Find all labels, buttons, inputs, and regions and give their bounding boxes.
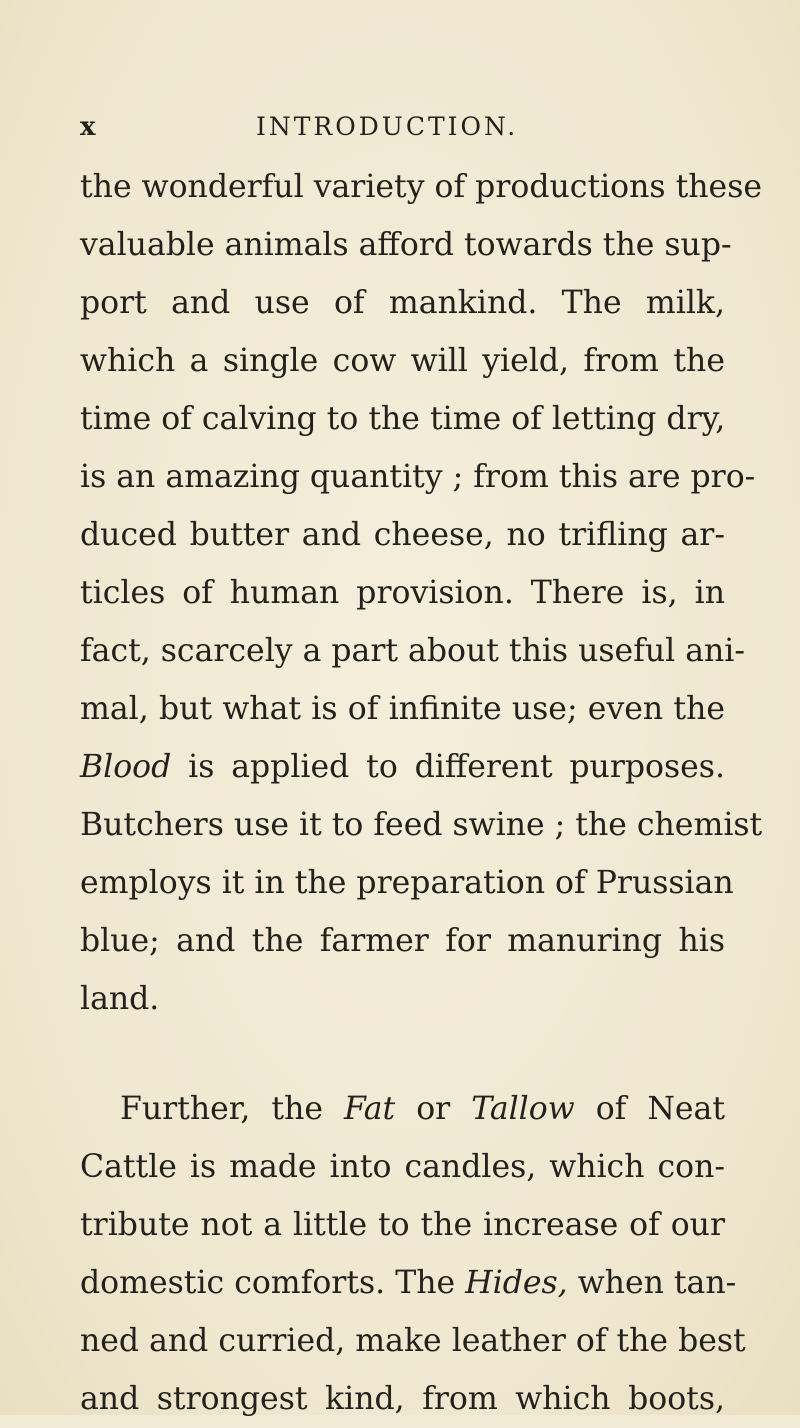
text-line: fact, scarcely a part about this useful ani- [80,633,746,669]
text-span: domestic comforts. The [80,1265,466,1301]
text-line: is an amazing quantity ; from this are pro- [80,459,756,495]
text-span: Further, the [120,1091,345,1127]
italic-word-fat: Fat [344,1091,396,1127]
text-line: Cattle is made into candles, which con- [80,1149,725,1185]
text-line: which a single cow will yield, from the [80,343,725,379]
text-line: time of calving to the time of letting dry, [80,401,726,437]
text-line: mal, but what is of infinite use; even the [80,691,725,727]
running-title: INTRODUCTION. [256,112,519,141]
italic-word-blood: Blood [80,749,172,785]
text-line [80,1080,725,1138]
text-line: tribute not a little to the increase of our [80,1207,725,1243]
text-line: blue; and the farmer for manuring his [80,923,725,959]
text-line: ticles of human provision. There is, in [80,575,725,611]
text-span: is applied to different purposes. [171,749,725,785]
text-line: and strongest kind, from which boots, [80,1381,725,1417]
text-line [80,738,725,796]
text-line: employs it in the preparation of Prussian [80,865,734,901]
paragraph-2 [80,1080,746,1428]
text-line: port and use of mankind. The milk, [80,285,725,321]
paragraph-1 [80,158,763,1028]
text-line: the wonderful variety of productions these [80,169,763,205]
text-span: when tan- [567,1265,737,1301]
text-line: Butchers use it to feed swine ; the chemist [80,807,763,843]
text-line: ned and curried, make leather of the best [80,1323,746,1359]
text-line: land. [80,981,160,1017]
body-text [80,158,763,1428]
text-span: or [395,1091,472,1127]
text-line: valuable animals afford towards the sup- [80,227,732,263]
text-line [80,1254,737,1312]
italic-word-tallow: Tallow [471,1091,575,1127]
paragraph-gap [80,1028,725,1080]
page-number: x [80,112,97,142]
text-span: of Neat [574,1091,725,1127]
italic-word-hides: Hides, [465,1265,568,1301]
text-line: duced butter and cheese, no trifling ar- [80,517,725,553]
running-head [80,112,720,152]
